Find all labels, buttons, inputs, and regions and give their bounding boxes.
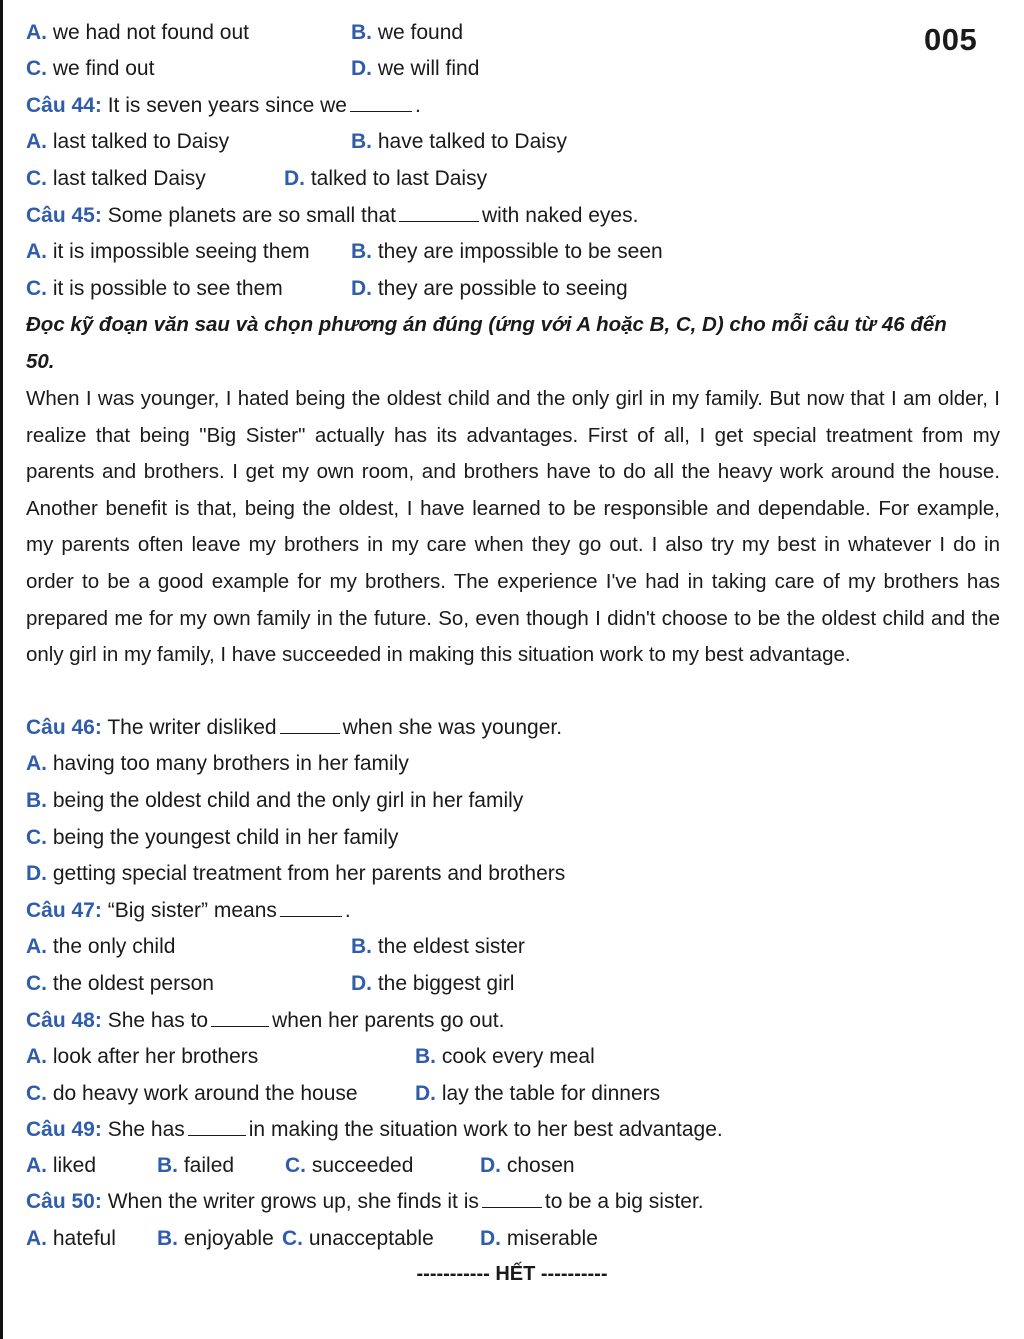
q43-option-b[interactable]: B. we found (351, 21, 464, 44)
q44-option-c[interactable]: C. last talked Daisy (26, 167, 206, 190)
q49-option-c[interactable]: C. succeeded (285, 1154, 414, 1177)
q50-option-a[interactable]: A. hateful (26, 1227, 116, 1250)
q49-option-b[interactable]: B. failed (157, 1154, 235, 1177)
q48-stem: Câu 48: She has to when her parents go out. (26, 1009, 505, 1032)
q50-stem: Câu 50: When the writer grows up, she finds it is to be a big sister. (26, 1190, 704, 1213)
q46-option-c[interactable]: C. being the youngest child in her family (26, 826, 399, 849)
q47-option-b[interactable]: B. the eldest sister (351, 935, 525, 958)
reading-instruction: Đọc kỹ đoạn văn sau và chọn phương án đúng (ứng với A hoặc B, C, D) cho mỗi câu từ 46 đến 50. (26, 313, 947, 373)
answer-blank (482, 1191, 542, 1208)
q48-option-d[interactable]: D. lay the table for dinners (415, 1082, 661, 1105)
q45-stem: Câu 45: Some planets are so small that with naked eyes. (26, 204, 639, 227)
q48-option-a[interactable]: A. look after her brothers (26, 1045, 259, 1068)
q47-stem: Câu 47: “Big sister” means . (26, 899, 351, 922)
q47-option-c[interactable]: C. the oldest person (26, 972, 214, 995)
q49-stem: Câu 49: She has in making the situation work to her best advantage. (26, 1118, 723, 1141)
q46-option-b[interactable]: B. being the oldest child and the only girl in her family (26, 789, 524, 812)
q50-option-d[interactable]: D. miserable (480, 1227, 598, 1250)
q48-option-b[interactable]: B. cook every meal (415, 1045, 595, 1068)
answer-blank (188, 1119, 246, 1136)
page-left-edge (0, 0, 3, 1339)
end-marker: ----------- HẾT ---------- (416, 1263, 608, 1285)
q45-option-c[interactable]: C. it is possible to see them (26, 277, 283, 300)
q49-option-a[interactable]: A. liked (26, 1154, 97, 1177)
answer-blank (350, 95, 412, 112)
q43-option-d[interactable]: D. we will find (351, 57, 480, 80)
q44-option-d[interactable]: D. talked to last Daisy (284, 167, 488, 190)
q50-option-c[interactable]: C. unacceptable (282, 1227, 434, 1250)
q44-stem: Câu 44: It is seven years since we . (26, 94, 421, 117)
answer-blank (280, 900, 342, 917)
q45-option-d[interactable]: D. they are possible to seeing (351, 277, 628, 300)
q49-option-d[interactable]: D. chosen (480, 1154, 575, 1177)
q46-option-a[interactable]: A. having too many brothers in her family (26, 752, 409, 775)
q43-option-c[interactable]: C. we find out (26, 57, 155, 80)
q47-option-d[interactable]: D. the biggest girl (351, 972, 515, 995)
q48-option-c[interactable]: C. do heavy work around the house (26, 1082, 358, 1105)
q46-stem: Câu 46: The writer disliked when she was younger. (26, 716, 563, 739)
answer-blank (399, 205, 479, 222)
q50-option-b[interactable]: B. enjoyable (157, 1227, 274, 1250)
q43-option-a[interactable]: A. we had not found out (26, 21, 250, 44)
answer-blank (280, 717, 340, 734)
answer-blank (211, 1010, 269, 1027)
q45-option-a[interactable]: A. it is impossible seeing them (26, 240, 310, 263)
q46-option-d[interactable]: D. getting special treatment from her parents and brothers (26, 862, 566, 885)
reading-passage: When I was younger, I hated being the oldest child and the only girl in my family. But now that I am older, I realize that being "Big Sister" actually has its advantages. First of all, I get special treatment from my parents and brothers. I get my own room, and brothers have to do all the heavy work around the house. Another benefit is that, being the oldest, I have learned to be responsible and dependable. For example, my parents often leave my brothers in my care when they go out. I also try my best in whatever I do in order to be a good example for my brothers. The experience I've had in taking care of my brothers has prepared me for my own family in the future. So, even though I didn't choose to be the oldest child and the only girl in my family, I have succeeded in making this situation work to my best advantage. (26, 387, 1000, 667)
q44-option-b[interactable]: B. have talked to Daisy (351, 130, 567, 153)
q44-option-a[interactable]: A. last talked to Daisy (26, 130, 230, 153)
q45-option-b[interactable]: B. they are impossible to be seen (351, 240, 663, 263)
q47-option-a[interactable]: A. the only child (26, 935, 176, 958)
test-code: 005 (924, 22, 978, 57)
